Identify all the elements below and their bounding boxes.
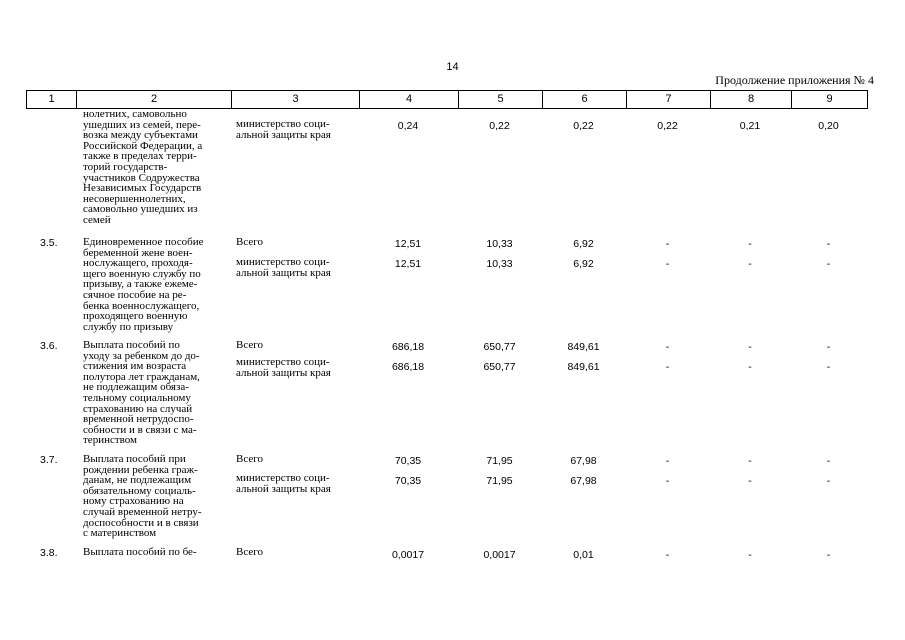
- value-cell: -: [665, 258, 670, 270]
- value-cell: 650,77: [483, 361, 516, 373]
- value-cell: 6,92: [573, 258, 594, 270]
- value-cell: 12,51: [394, 258, 422, 270]
- value-cell: 0,24: [397, 120, 419, 132]
- header-col-6: 6: [581, 93, 588, 105]
- header-col-3: 3: [292, 93, 299, 105]
- value-cell: 0,22: [657, 120, 678, 132]
- value-cell: 0,01: [573, 549, 594, 561]
- value-cell: -: [748, 258, 752, 270]
- value-cell: 0,22: [573, 120, 594, 132]
- row-total-label: Всего: [236, 236, 263, 248]
- value-cell: 70,35: [394, 455, 422, 467]
- value-cell: -: [665, 475, 670, 487]
- value-cell: 650,77: [483, 341, 516, 353]
- value-cell: 71,95: [486, 475, 513, 487]
- value-cell: -: [826, 258, 831, 270]
- row-description: нолетних, самовольно ушедших из семей, пере- возка между субъектами Российской Федерации, а также в пределах терри- торий государств- участников Содружества Независимых Государств несовершеннолетних, самовольно ушедших из семей: [83, 108, 203, 226]
- value-cell: 849,61: [567, 361, 600, 373]
- header-col-8: 8: [747, 93, 755, 105]
- value-cell: -: [826, 361, 831, 373]
- value-cell: 70,35: [394, 475, 422, 487]
- row-index: 3.8.: [40, 547, 58, 559]
- value-cell: -: [826, 549, 831, 561]
- value-cell: -: [748, 238, 752, 250]
- value-cell: 12,51: [394, 238, 422, 250]
- value-cell: 71,95: [486, 455, 513, 467]
- value-cell: 686,18: [391, 341, 425, 353]
- row-source: министерство соци- альной защиты края: [236, 472, 331, 495]
- value-cell: -: [665, 341, 670, 353]
- row-source: министерство соци- альной защиты края: [236, 118, 331, 141]
- value-cell: -: [826, 341, 831, 353]
- value-cell: -: [748, 475, 752, 487]
- value-cell: -: [826, 475, 831, 487]
- value-cell: -: [665, 238, 670, 250]
- value-cell: 849,61: [567, 341, 600, 353]
- row-source: министерство соци- альной защиты края: [236, 256, 331, 279]
- row-index: 3.6.: [40, 340, 58, 352]
- row-total-label: Всего: [236, 453, 263, 465]
- row-index: 3.7.: [40, 454, 58, 466]
- continuation-label: Продолжение приложения № 4: [715, 73, 874, 87]
- value-cell: -: [748, 341, 752, 353]
- row-total-label: Всего: [236, 339, 263, 351]
- value-cell: 67,98: [570, 475, 597, 487]
- row-description: Выплата пособий по уходу за ребенком до до- стижения им возраста полутора лет гражданам, не подлежащим обяза- тельному социальному страхованию на случай временной нетрудоспо- собности и в связи с ма- теринством: [83, 339, 200, 447]
- table-header: [26, 90, 868, 109]
- row-total-label: Всего: [236, 546, 263, 558]
- value-cell: 0,0017: [391, 549, 425, 561]
- row-description: Выплата пособий по бе-: [83, 546, 197, 558]
- value-cell: -: [826, 455, 831, 467]
- row-source: министерство соци- альной защиты края: [236, 356, 331, 379]
- value-cell: 0,22: [489, 120, 510, 132]
- value-cell: -: [665, 361, 670, 373]
- value-cell: 10,33: [486, 258, 513, 270]
- value-cell: -: [748, 361, 752, 373]
- value-cell: 6,92: [573, 238, 594, 250]
- header-col-4: 4: [405, 93, 413, 105]
- value-cell: -: [748, 549, 752, 561]
- value-cell: 686,18: [391, 361, 425, 373]
- page-number: 14: [446, 61, 459, 73]
- row-index: 3.5.: [40, 237, 58, 249]
- value-cell: -: [748, 455, 752, 467]
- value-cell: 0,20: [818, 120, 839, 132]
- header-col-2: 2: [150, 93, 158, 105]
- value-cell: -: [665, 455, 670, 467]
- header-col-5: 5: [497, 93, 504, 105]
- value-cell: 67,98: [570, 455, 597, 467]
- value-cell: -: [665, 549, 670, 561]
- row-description: Выплата пособий при рождении ребенка граж- данам, не подлежащим обязательному социаль- ному страхованию на случай временной нетру- доспособности и в связи с материнством: [83, 453, 202, 540]
- value-cell: 10,33: [486, 238, 513, 250]
- value-cell: 0,21: [739, 120, 761, 132]
- header-col-1: 1: [48, 93, 55, 105]
- value-cell: 0,0017: [483, 549, 516, 561]
- row-description: Единовременное пособие беременной жене воен- нослужащего, проходя- щего военную службу по призыву, а также ежеме- сячное пособие на ре- бенка военнослужащего, проходящего военную службу по призыву: [83, 236, 204, 333]
- value-cell: -: [826, 238, 831, 250]
- header-col-7: 7: [665, 93, 672, 105]
- header-col-9: 9: [826, 93, 833, 105]
